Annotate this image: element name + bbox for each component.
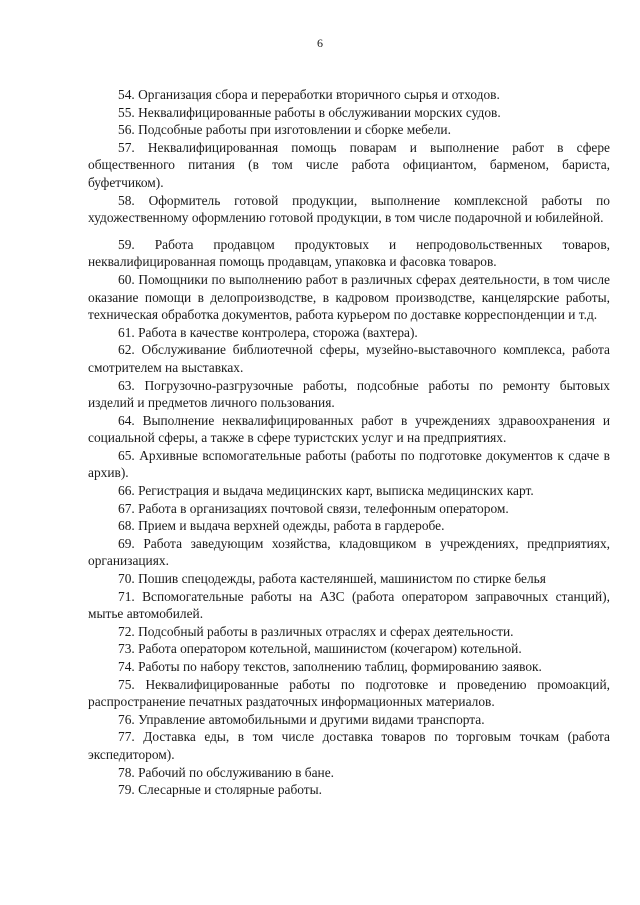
list-item-56: 56. Подсобные работы при изготовлении и сборке мебели. [118,122,451,138]
list-item-77: 77. Доставка еды, в том числе доставка товаров по торговым точкам (работа экспедитором). [88,729,610,762]
list-item-62: 62. Обслуживание библиотечной сферы, музейно-выставочного комплекса, работа смотрителем на выставках. [88,342,610,375]
list-item-66: 66. Регистрация и выдача медицинских карт, выписка медицинских карт. [118,483,534,499]
list-item-75: 75. Неквалифицированные работы по подготовке и проведению промоакций, распространение печатных раздаточных информационных материалов. [88,676,610,710]
list-item-55: 55. Неквалифицированные работы в обслуживании морских судов. [118,104,501,120]
list-item-70: 70. Пошив спецодежды, работа кастеляншей, машинистом по стирке белья [118,571,546,587]
list-item-73: 73. Работа оператором котельной, машинистом (кочегаром) котельной. [118,641,522,657]
document-body [88,86,610,799]
list-item-76: 76. Управление автомобильными и другими видами транспорта. [118,711,485,727]
list-item-54: 54. Организация сбора и переработки вторичного сырья и отходов. [118,87,500,102]
list-item-74: 74. Работы по набору текстов, заполнению таблиц, формированию заявок. [118,659,542,674]
list-item-69: 69. Работа заведующим хозяйства, кладовщиком в учреждениях, предприятиях, организациях. [88,535,610,569]
list-item-61: 61. Работа в качестве контролера, сторожа (вахтера). [118,324,418,340]
list-item-60: 60. Помощники по выполнению работ в различных сферах деятельности, в том числе оказание помощи в делопроизводстве, в кадровом производстве, канцелярские работы, техническая обработка документов, работа курьером по доставке корреспонденции и т.д. [88,271,610,323]
list-item-68: 68. Прием и выдача верхней одежды, работа в гардеробе. [118,518,445,534]
list-item-59: 59. Работа продавцом продуктовых и непродовольственных товаров, неквалифицированная помощь продавцам, упаковка и фасовка товаров. [88,236,610,270]
list-item-65: 65. Архивные вспомогательные работы (работы по подготовке документов к сдаче в архив). [88,447,610,481]
list-item-64: 64. Выполнение неквалифицированных работ в учреждениях здравоохранения и социальной сферы, а также в сфере туристских услуг и на предприятиях. [88,412,610,446]
list-item-63: 63. Погрузочно-разгрузочные работы, подсобные работы по ремонту бытовых изделий и предметов личного пользования. [88,377,610,411]
list-item-71: 71. Вспомогательные работы на АЗС (работа оператором заправочных станций), мытье автомобилей. [88,588,610,622]
list-item-72: 72. Подсобный работы в различных отраслях и сферах деятельности. [118,623,514,639]
page-number: 6 [317,36,323,50]
list-item-58: 58. Оформитель готовой продукции, выполнение комплексной работы по художественному оформлению готовой продукции, в том числе подарочной и юбилейной. [88,192,610,226]
list-item-57: 57. Неквалифицированная помощь поварам и выполнение работ в сфере общественного питания (в том числе работа официантом, барменом, бариста, буфетчиком). [88,139,610,190]
list-item-67: 67. Работа в организациях почтовой связи, телефонным оператором. [118,500,509,516]
list-item-78: 78. Рабочий по обслуживанию в бане. [118,764,334,780]
list-item-79: 79. Слесарные и столярные работы. [118,782,322,798]
